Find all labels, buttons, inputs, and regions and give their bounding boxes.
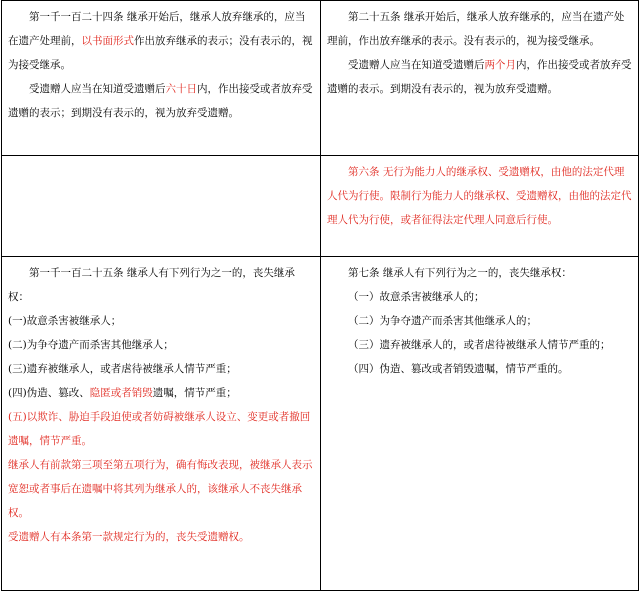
inheritance-law-cell (321, 257, 639, 591)
list-item: (三)遗弃被继承人，或者虐待被继承人情节严重； (8, 363, 237, 375)
law-comparison-table (1, 0, 639, 591)
civil-code-cell (2, 257, 321, 591)
text-segment: 作出放弃继承的表示；没有表示的，视为接受继承。 (8, 35, 313, 71)
text-segment: 内，作出接受或者放弃受遗赠的表示；到期没有表示的，视为放弃受遗赠。 (8, 83, 313, 119)
list-item: (五)以欺诈、胁迫手段迫使或者妨碍被继承人设立、变更或者撤回遗嘱，情节严重。 (8, 411, 311, 447)
amended-text: 两个月 (484, 59, 516, 71)
article-7-intro: 第七条 继承人有下列行为之一的，丧失继承权： (348, 267, 572, 279)
article-6-paragraph: 第六条 无行为能力人的继承权、受遗赠权，由他的法定代理人代为行使。限制行为能力人的继承权、受遗赠权，由他的法定代理人代为行使，或者征得法定代理人同意后行使。 (327, 166, 632, 226)
article-1124-paragraph-1 (8, 5, 314, 77)
article-1125-paragraph-2: 继承人有前款第三项至第五项行为，确有悔改表现，被继承人表示宽恕或者事后在遗嘱中将其列为继承人的，该继承人不丧失继承权。 (8, 459, 313, 519)
article-1125-paragraph-3: 受遗赠人有本条第一款规定行为的，丧失受遗赠权。 (8, 531, 250, 543)
list-item: （三）遗弃被继承人的，或者虐待被继承人情节严重的； (348, 339, 611, 351)
text-segment: 内，作出接受或者放弃受遗赠的表示。到期没有表示的，视为放弃受遗赠。 (327, 59, 632, 95)
list-item: （一）故意杀害被继承人的； (348, 291, 485, 303)
text-segment: 遗嘱，情节严重； (152, 387, 237, 399)
amended-text: 以书面形式 (81, 35, 134, 47)
list-item: （二）为争夺遗产而杀害其他继承人的； (348, 315, 537, 327)
table-row (2, 1, 639, 156)
list-item (8, 381, 314, 405)
inheritance-law-cell (321, 156, 639, 257)
table-row (2, 156, 639, 257)
article-1125-intro: 第一千一百二十五条 继承人有下列行为之一的，丧失继承权： (8, 267, 295, 303)
article-25-paragraph-2 (327, 53, 632, 101)
article-1124-paragraph-2 (8, 77, 314, 125)
text-segment: 受遗赠人应当在知道受遗赠后 (348, 59, 485, 71)
text-segment: 受遗赠人应当在知道受遗赠后 (29, 83, 166, 95)
text-segment: 第一千一百二十四条 继承开始后，继承人放弃继承的，应当在遗产处理前， (8, 11, 306, 47)
list-item: （四）伪造、篡改或者销毁遗嘱，情节严重的。 (348, 363, 569, 375)
empty-cell (2, 156, 321, 257)
list-item: (一)故意杀害被继承人； (8, 315, 122, 327)
list-item: (二)为争夺遗产而杀害其他继承人； (8, 339, 174, 351)
article-25-paragraph-1: 第二十五条 继承开始后，继承人放弃继承的，应当在遗产处理前，作出放弃继承的表示。没有表示的，视为接受继承。 (327, 11, 625, 47)
amended-text: 隐匿或者销毁 (89, 387, 153, 399)
civil-code-cell (2, 1, 321, 156)
text-segment: (四)伪造、篡改、 (8, 387, 90, 399)
amended-text: 六十日 (165, 83, 197, 95)
table-row (2, 257, 639, 591)
inheritance-law-cell (321, 1, 639, 156)
